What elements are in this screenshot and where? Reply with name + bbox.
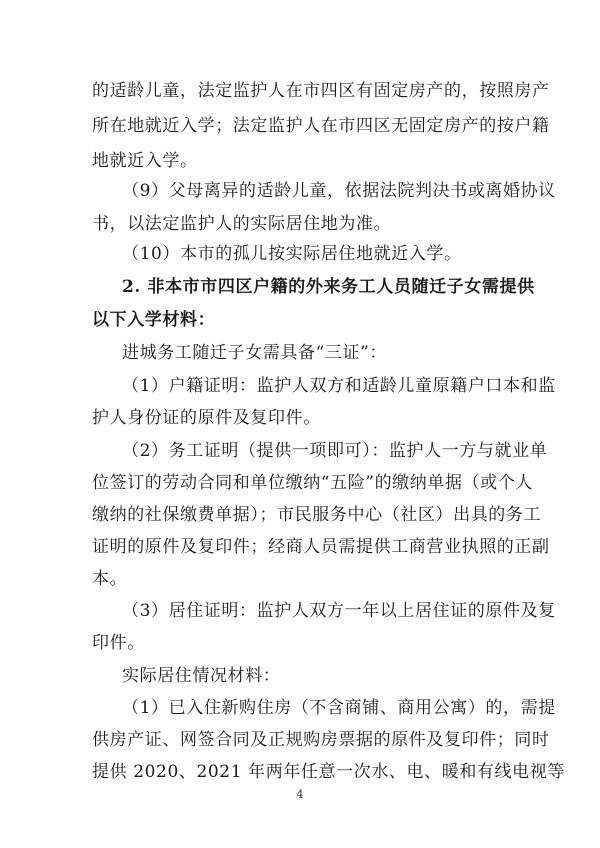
text-line: （10）本市的孤儿按实际居住地就近入学。 [122,244,462,264]
text-line: 进城务工随迁子女需具备“三证”： [122,343,387,363]
text-line: 位签订的劳动合同和单位缴纳“五险”的缴纳单据（或个人 [92,473,533,493]
text-line: （9）父母离异的适龄儿童，依据法院判决书或离婚协议 [122,181,556,201]
text-line: 实际居住情况材料： [122,666,281,686]
text-line: 缴纳的社保缴费单据）；市民服务中心（社区）出具的务工 [92,505,542,525]
text-line: （1）已入住新购住房（不含商铺、商用公寓）的，需提 [122,698,556,718]
text-line: 本。 [92,569,128,589]
text-line: 书，以法定监护人的实际居住地为准。 [92,214,392,234]
page-number: 4 [296,788,304,801]
text-line: 护人身份证的原件及复印件。 [92,408,321,428]
text-line: 的适龄儿童，法定监护人在市四区有固定房产的，按照房产 [92,81,550,101]
text-line: （2）务工证明（提供一项即可）：监护人一方与就业单 [122,441,548,461]
text-line: 地就近入学。 [92,151,198,171]
text-line: 所在地就近入学；法定监护人在市四区无固定房产的按户籍 [92,116,550,136]
text-line: 印件。 [92,633,145,653]
section-heading: 以下入学材料： [92,310,216,330]
text-line: 证明的原件及复印件；经商人员需提供工商营业执照的正副 [92,537,550,557]
text-line: 供房产证、网签合同及正规购房票据的原件及复印件；同时 [92,730,550,750]
text-line: （3）居住证明：监护人双方一年以上居住证的原件及复 [122,601,556,621]
text-line: （1）户籍证明：监护人双方和适龄儿童原籍户口本和监 [122,376,556,396]
text-line: 提供 2020、2021 年两年任意一次水、电、暖和有线电视等 [92,762,565,782]
section-heading: 2. 非本市市四区户籍的外来务工人员随迁子女需提供 [122,277,535,297]
